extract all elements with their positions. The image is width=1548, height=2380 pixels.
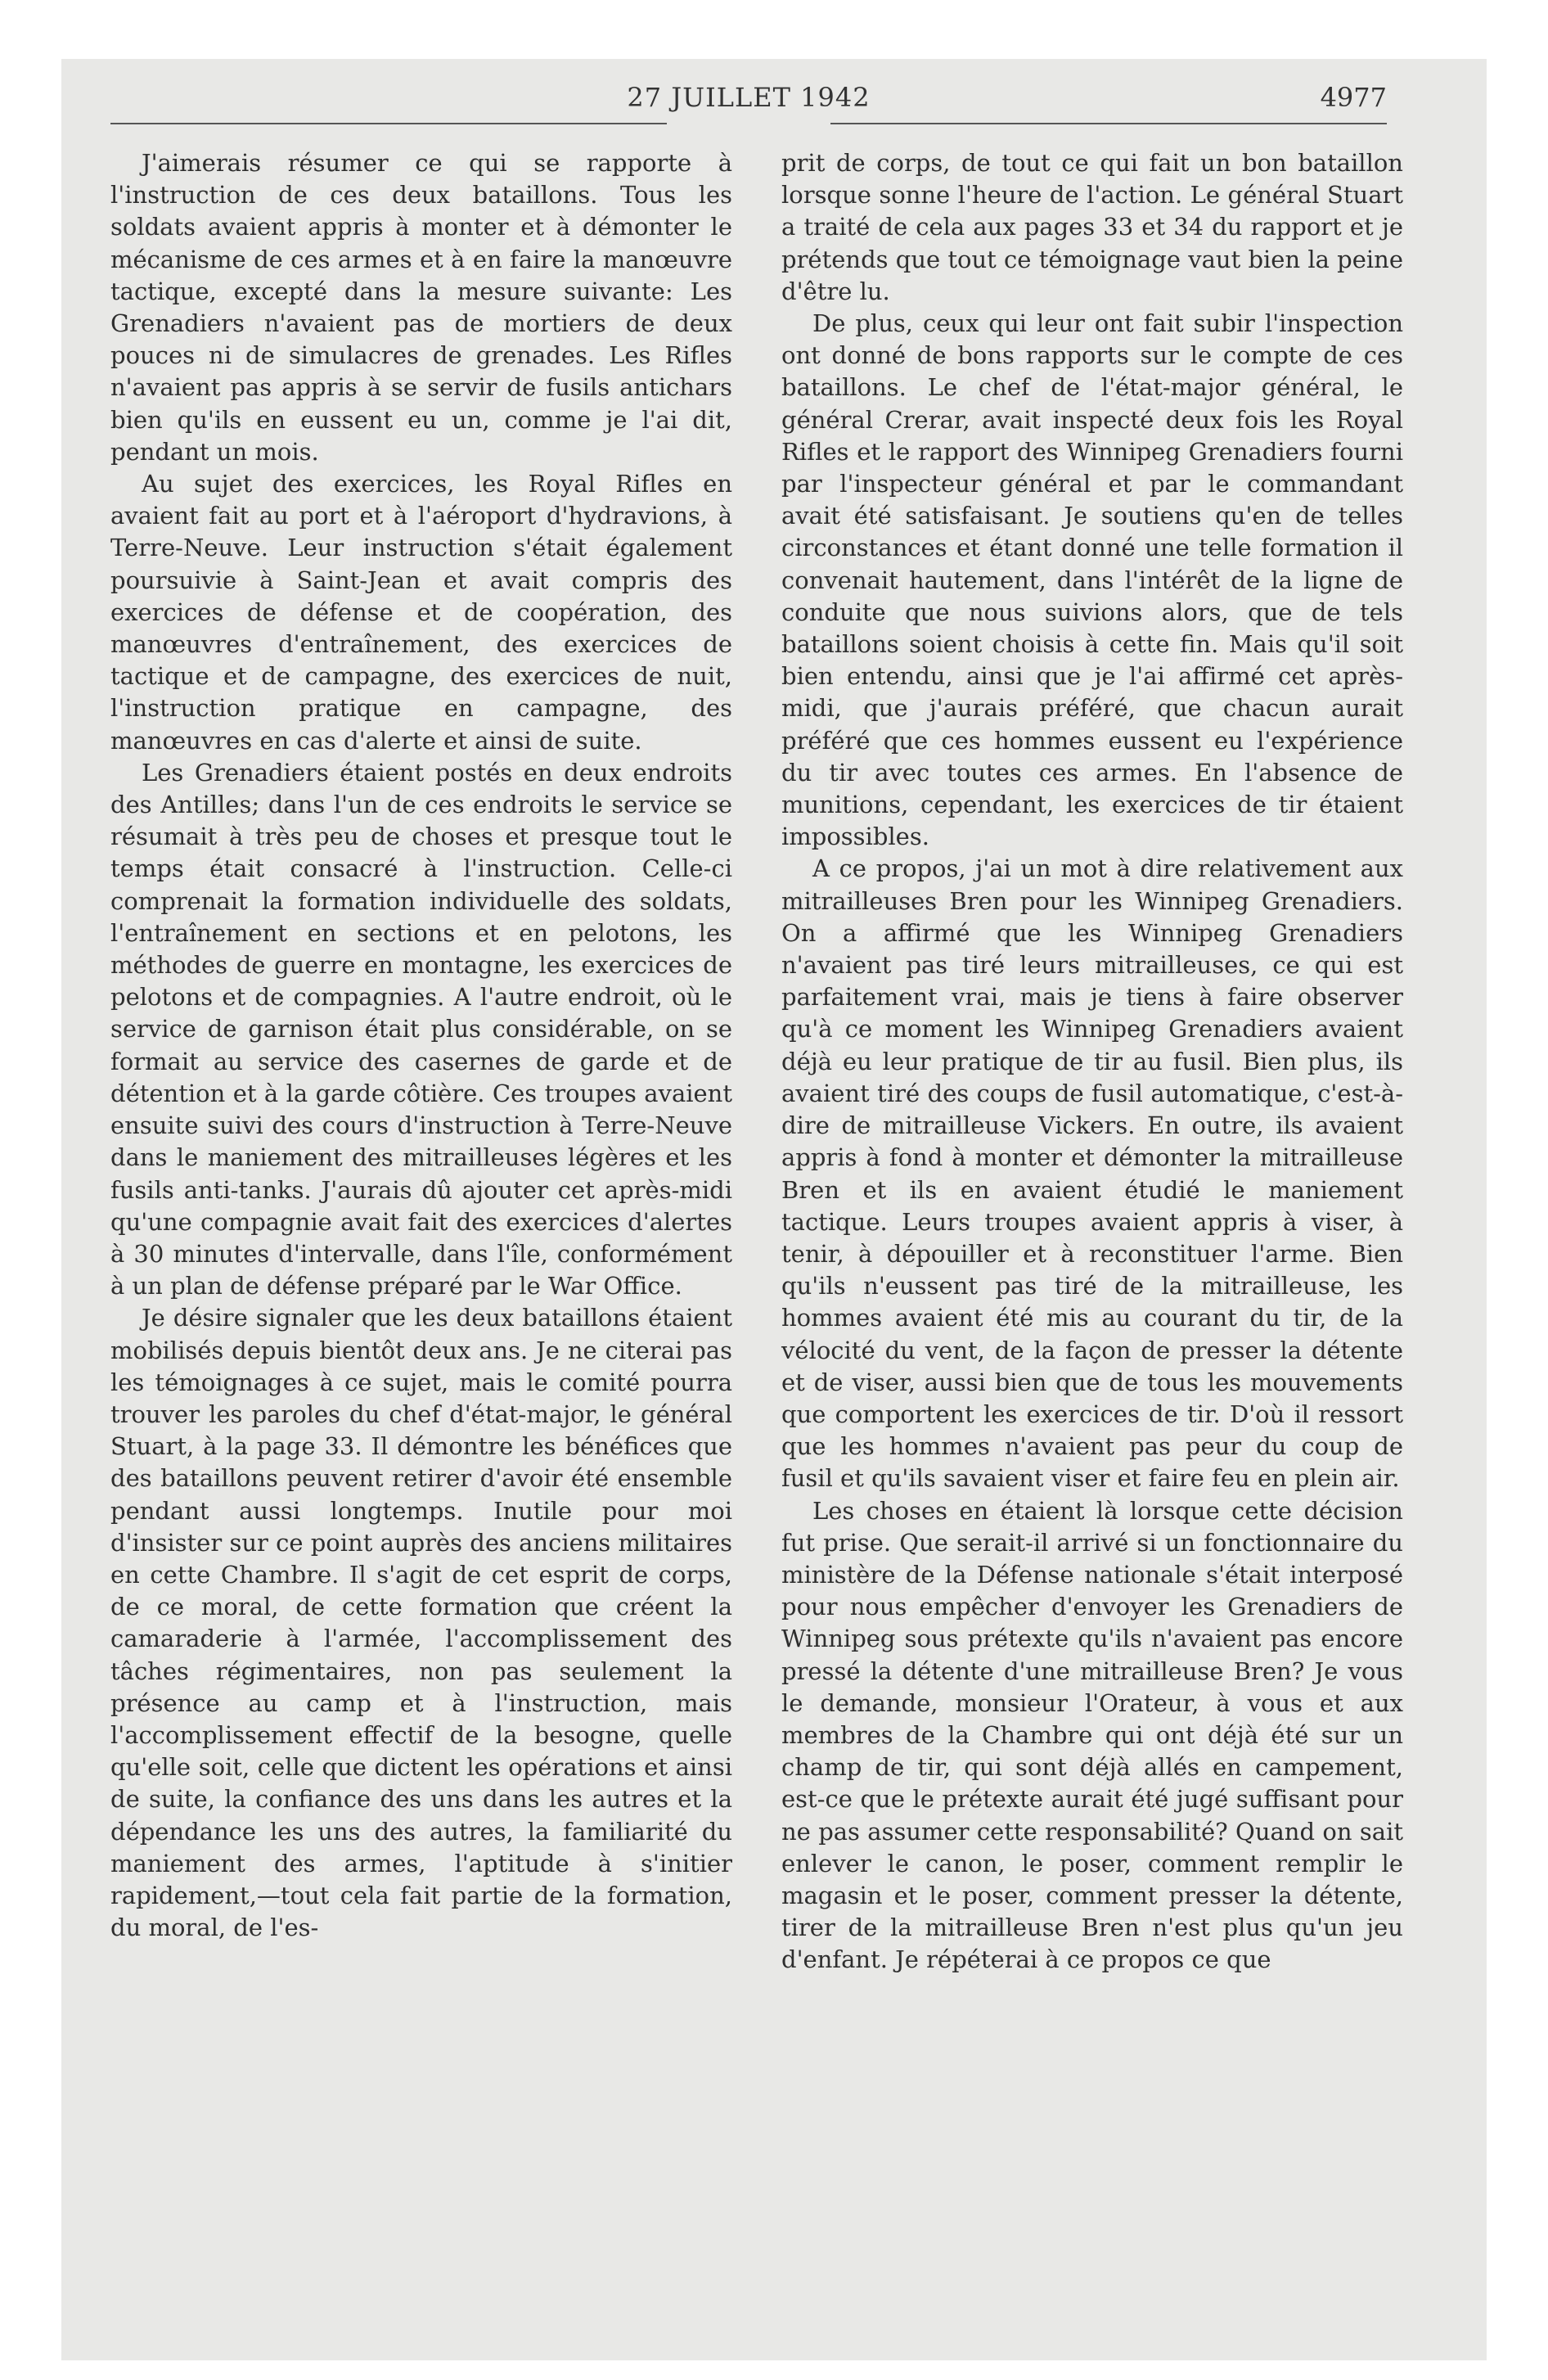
paragraph: Je désire signaler que les deux bataillons étaient mobilisés depuis bientôt deux ans. Je ne citerai pas les témoignages à ce sujet, mais le comité pourra trouver les paroles du chef d'état-major, le général Stuart, à la page 33. Il démontre les bénéfices que des bataillons peuvent retirer d'avoir été ensemble pendant aussi longtemps. Inutile pour moi d'insister sur ce point auprès des anciens militaires en cette Chambre. Il s'agit de cet esprit de corps, de ce moral, de cette formation que créent la camaraderie à l'armée, l'accomplissement des tâches régimentaires, non pas seulement la présence au camp et à l'instruction, mais l'accomplissement effectif de la besogne, quelle qu'elle soit, celle que dictent les opérations et ainsi de suite, la confiance des uns dans les autres et la dépendance les uns des autres, la familiarité du maniement des armes, l'aptitude à s'initier rapidement,—tout cela fait partie de la formation, du moral, de l'es- xyxy=(110,1304,732,1942)
paragraph: J'aimerais résumer ce qui se rapporte à l'instruction de ces deux bataillons. Tous les soldats avaient appris à monter et à démonter le mécanisme de ces armes et à en faire la manœuvre tactique, excepté dans la mesure suivante: Les Grenadiers n'avaient pas de mortiers de deux pouces ni de simulacres de grenades. Les Rifles n'avaient pas appris à se servir de fusils antichars bien qu'ils en eussent eu un, comme je l'ai dit, pendant un mois. xyxy=(110,149,732,466)
page-number: 4977 xyxy=(1320,82,1387,113)
header-rule-right xyxy=(830,123,1387,124)
paragraph-continuation: prit de corps, de tout ce qui fait un bon bataillon lorsque sonne l'heure de l'action. Le général Stuart a traité de cela aux pages 33 et 34 du rapport et je prétends que tout ce témoignage vaut bien la peine d'être lu. xyxy=(781,149,1403,305)
paragraph: A ce propos, j'ai un mot à dire relativement aux mitrailleuses Bren pour les Winnipeg Grenadiers. On a affirmé que les Winnipeg Grenadiers n'avaient pas tiré leurs mitrailleuses, ce qui est parfaitement vrai, mais je tiens à faire observer qu'à ce moment les Winnipeg Grenadiers avaient déjà eu leur pratique de tir au fusil. Bien plus, ils avaient tiré des coups de fusil automatique, c'est-à-dire de mitrailleuse Vickers. En outre, ils avaient appris à fond à monter et démonter la mitrailleuse Bren et ils en avaient étudié le maniement tactique. Leurs troupes avaient appris à viser, à tenir, à dépouiller et à reconstituer l'arme. Bien qu'ils n'eussent pas tiré de la mitrailleuse, les hommes avaient été mis au courant du tir, de la vélocité du vent, de la façon de presser la détente et de viser, aussi bien que de tous les mouvements que comportent les exercices de tir. D'où il ressort que les hommes n'avaient pas peur du coup de fusil et qu'ils savaient viser et faire feu en plein air. xyxy=(781,854,1403,1493)
left-column xyxy=(110,147,732,1944)
page-header xyxy=(110,82,1387,131)
paragraph: Les Grenadiers étaient postés en deux endroits des Antilles; dans l'un de ces endroits le service se résumait à très peu de choses et presque tout le temps était consacré à l'instruction. Celle-ci comprenait la formation individuelle des soldats, l'entraînement en sections et en pelotons, les méthodes de guerre en montagne, les exercices de pelotons et de compagnies. A l'autre endroit, où le service de garnison était plus considérable, on se formait au service des casernes de garde et de détention et à la garde côtière. Ces troupes avaient ensuite suivi des cours d'instruction à Terre-Neuve dans le maniement des mitrailleuses légères et les fusils anti-tanks. J'aurais dû ajouter cet après-midi qu'une compagnie avait fait des exercices d'alertes à 30 minutes d'intervalle, dans l'île, conformément à un plan de défense préparé par le War Office. xyxy=(110,758,732,1300)
paragraph: De plus, ceux qui leur ont fait subir l'inspection ont donné de bons rapports sur le compte de ces bataillons. Le chef de l'état-major général, le général Crerar, avait inspecté deux fois les Royal Rifles et le rapport des Winnipeg Grenadiers fourni par l'inspecteur général et par le commandant avait été satisfaisant. Je soutiens qu'en de telles circonstances et étant donné une telle formation il convenait hautement, dans l'intérêt de la ligne de conduite que nous suivions alors, que de tels bataillons soient choisis à cette fin. Mais qu'il soit bien entendu, ainsi que je l'ai affirmé cet après-midi, que j'aurais préféré, que chacun aurait préféré que ces hommes eussent eu l'expérience du tir avec toutes ces armes. En l'absence de munitions, cependant, les exercices de tir étaient impossibles. xyxy=(781,309,1403,851)
paragraph: Au sujet des exercices, les Royal Rifles en avaient fait au port et à l'aéroport d'hydravions, à Terre-Neuve. Leur instruction s'était également poursuivie à Saint-Jean et avait compris des exercices de défense et de coopération, des manœuvres d'entraînement, des exercices de tactique et de campagne, des exercices de nuit, l'instruction pratique en campagne, des manœuvres en cas d'alerte et ainsi de suite. xyxy=(110,470,732,755)
paragraph: Les choses en étaient là lorsque cette décision fut prise. Que serait-il arrivé si un fonctionnaire du ministère de la Défense nationale s'était interposé pour nous empêcher d'envoyer les Grenadiers de Winnipeg sous prétexte qu'ils n'avaient pas encore pressé la détente d'une mitrailleuse Bren? Je vous le demande, monsieur l'Orateur, à vous et aux membres de la Chambre qui ont déjà été sur un champ de tir, qui sont déjà allés en campement, est-ce que le prétexte aurait été jugé suffisant pour ne pas assumer cette responsabilité? Quand on sait enlever le canon, le poser, comment remplir le magasin et le poser, comment presser la détente, tirer de la mitrailleuse Bren n'est plus qu'un jeu d'enfant. Je répéterai à ce propos ce que xyxy=(781,1496,1403,1974)
header-rule-left xyxy=(110,123,667,124)
header-date: 27 JUILLET 1942 xyxy=(627,82,871,113)
right-column xyxy=(781,147,1403,1977)
